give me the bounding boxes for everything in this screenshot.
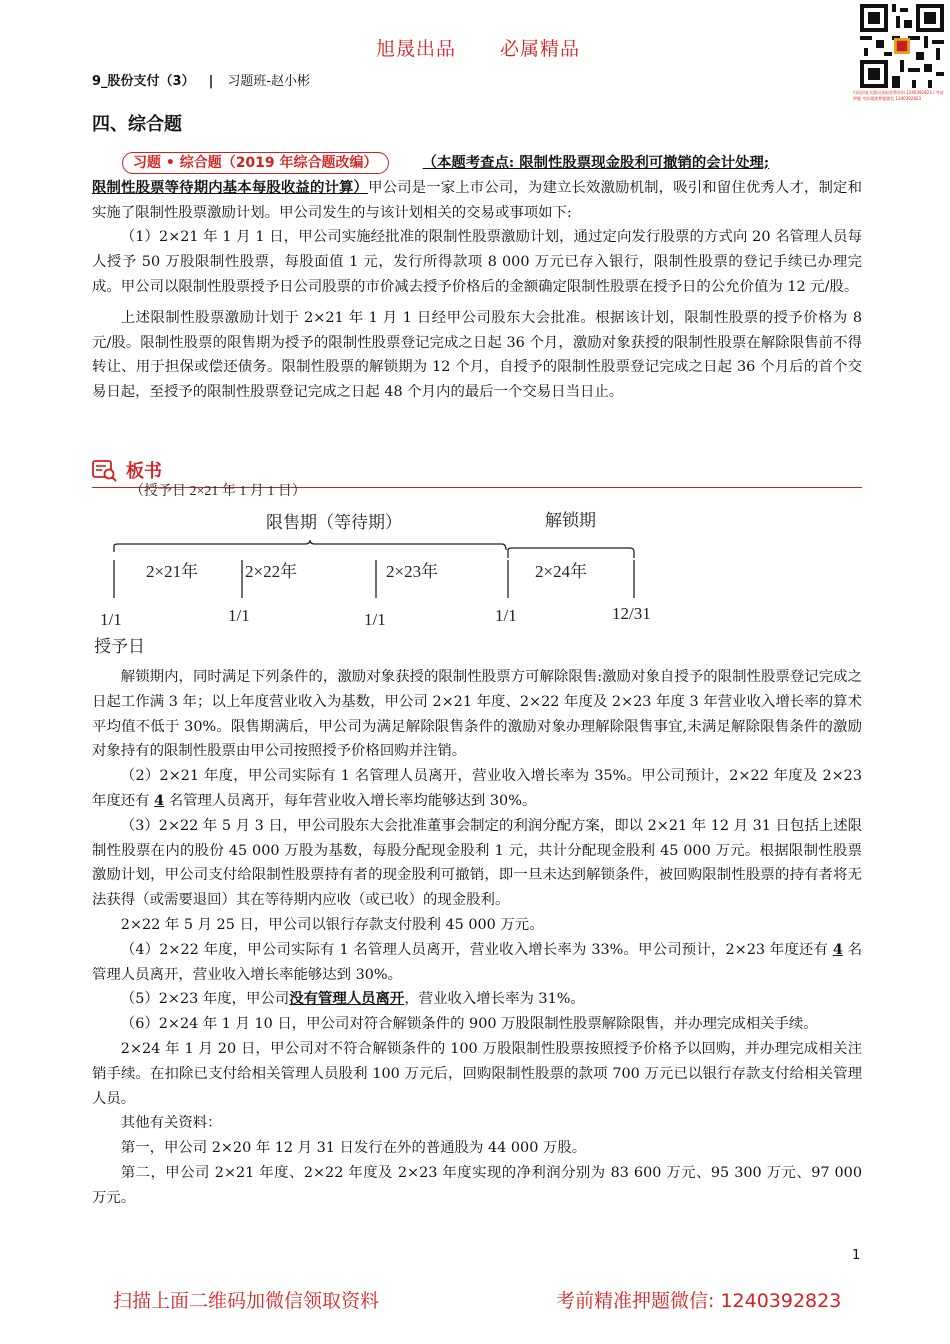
grant-note: （授予日 2×21 年 1 月 1 日） bbox=[130, 484, 306, 499]
paragraph-13: 第二，甲公司 2×21 年度、2×22 年度及 2×23 年度实现的净利润分别为 83 600 万元、95 300 万元、97 000 万元。 bbox=[92, 1164, 862, 1206]
header-separator: | bbox=[208, 74, 214, 89]
year-label: 2×24年 bbox=[535, 562, 588, 581]
date-label: 1/1 bbox=[495, 606, 517, 625]
unlock-bracket bbox=[508, 548, 634, 558]
question-block bbox=[92, 151, 862, 405]
paragraph-10: 2×24 年 1 月 20 日，甲公司对不符合解锁条件的 100 万股限制性股票按照授予价格予以回购，并办理完成相关注销手续。在扣除已支付给相关管理人员股利 100 万元后，回购限制性股票的款项 700 万元已以银行存款支付给相关管理人员。 bbox=[92, 1040, 862, 1107]
year-label: 2×21年 bbox=[146, 562, 199, 581]
p4-text-a: （2）2×21 年度，甲公司实际有 1 名管理人员离开，营业收入增长率为 35%。甲公司预计，2×22 年度及 2×23 年度还有 bbox=[92, 768, 862, 809]
date-label: 1/1 bbox=[364, 610, 386, 629]
unlock-label: 解锁期 bbox=[545, 511, 596, 530]
paragraph-1: （1）2×21 年 1 月 1 日，甲公司实施经批准的限制性股票激励计划，通过定向发行股票的方式向 20 名管理人员每人授予 50 万股限制性股票，每股面值 1 元，发行所得款项 8 000 万元已存入银行，限制性股票的登记手续已办理完成。甲公司以限制性股票授予日公司股票的市价减去授予价格后的金额确定限制性股票在授予日的公允价值为 12 元/股。 bbox=[92, 229, 862, 295]
date-label: 1/1 bbox=[228, 606, 250, 625]
p4-text-c: 名管理人员离开，每年营业收入增长率均能够达到 30%。 bbox=[164, 792, 537, 809]
question-tag: 习题 • 综合题（2019 年综合题改编） bbox=[122, 152, 389, 174]
paragraph-11: 其他有关资料： bbox=[120, 1115, 222, 1132]
p7-count: 4 bbox=[832, 940, 843, 958]
header-course: 习题班-赵小彬 bbox=[227, 74, 311, 89]
top-banner bbox=[376, 34, 624, 61]
p8-emphasis: 没有管理人员离开 bbox=[289, 990, 405, 1008]
p8-text-c: ，营业收入增长率为 31%。 bbox=[404, 991, 585, 1008]
paragraph-2: 上述限制性股票激励计划于 2×21 年 1 月 1 日经甲公司股东大会批准。根据该计划，限制性股票的授予价格为 8 元/股。限制性股票的限售期为授予的限制性股票登记完成之日起 36 个月，激励对象获授的限制性股票在解除限售前不得转让、用于担保或偿还债务。限制性股票的解锁期为 12 个月，自授予的限制性股票登记完成之日起 36 个月后的首个交易日起，至授予的限制性股票登记完成之日起 48 个月内的最后一个交易日当日止。 bbox=[92, 309, 862, 401]
question-intro: 甲公司是一家上市公司，为建立长效激励机制，吸引和留住优秀人才，制定和实施了限制性股票激励计划。甲公司发生的与该计划相关的交易或事项如下: bbox=[92, 179, 862, 221]
footer-right: 考前精准押题微信: 1240392823 bbox=[556, 1290, 842, 1312]
grant-day-label: 授予日 bbox=[94, 637, 145, 656]
qr-caption: 扫码回复关键词获取免费资料 1240392823 / 考前押题 考前精准押题微信 1240392823 bbox=[853, 90, 944, 101]
footer-left: 扫描上面二维码加微信领取资料 bbox=[113, 1290, 380, 1312]
blackboard-label: 板书 bbox=[126, 461, 162, 482]
restrict-label: 限售期（等待期） bbox=[266, 513, 402, 532]
qr-code-image bbox=[860, 4, 944, 88]
year-label: 2×23年 bbox=[386, 562, 439, 581]
section-title: 四、综合题 bbox=[92, 114, 182, 135]
page-number: 1 bbox=[852, 1248, 861, 1263]
date-label: 12/31 bbox=[612, 604, 651, 623]
paragraph-8 bbox=[92, 987, 862, 1012]
doc-header bbox=[92, 70, 310, 89]
p7-text-a: （4）2×22 年度，甲公司实际有 1 名管理人员离开，营业收入增长率为 33%。甲公司预计，2×23 年度还有 bbox=[120, 941, 833, 958]
question-heading bbox=[92, 151, 862, 225]
paragraph-5: （3）2×22 年 5 月 3 日，甲公司股东大会批准董事会制定的利润分配方案，即以 2×21 年 12 月 31 日包括上述限制性股票在内的股份 45 000 万股为基数，每股分配现金股利 1 元，共计分配现金股利 45 000 万元。根据限制性股票激励计划，甲公司支付给限制性股票持有者的现金股利可撤销，即一旦未达到解锁条件，被回购限制性股票的持有者将无法获得（或需要退回）其在等待期内应收（或已收）的现金股利。 bbox=[92, 817, 862, 909]
restrict-bracket bbox=[114, 540, 506, 552]
year-label: 2×22年 bbox=[245, 562, 298, 581]
date-label: 1/1 bbox=[100, 610, 122, 629]
paragraph-12: 第一，甲公司 2×20 年 12 月 31 日发行在外的普通股为 44 000 万股。 bbox=[120, 1140, 587, 1157]
header-section: 9_股份支付（3） bbox=[92, 74, 195, 89]
banner-right: 必属精品 bbox=[500, 38, 581, 60]
focus-line2: 限制性股票等待期内基本每股收益的计算） bbox=[92, 178, 369, 196]
timeline-diagram bbox=[90, 478, 690, 658]
banner-left: 旭晟出品 bbox=[376, 38, 457, 60]
focus-text: : 限制性股票现金股利可撤销的会计处理; bbox=[508, 154, 770, 171]
p8-text-a: （5）2×23 年度，甲公司 bbox=[120, 991, 290, 1008]
paragraph-7 bbox=[92, 938, 862, 988]
focus-label: （本题考查点 bbox=[422, 154, 509, 171]
body-block bbox=[92, 665, 862, 1211]
p4-count: 4 bbox=[154, 791, 165, 809]
paragraph-4 bbox=[92, 764, 862, 814]
paragraph-3: 解锁期内，同时满足下列条件的，激励对象获授的限制性股票方可解除限售:激励对象自授予的限制性股票登记完成之日起工作满 3 年；以上年度营业收入为基数，甲公司 2×21 年度、2×22 年度及 2×23 年度 3 年营业收入增长率的算术平均值不低于 30%。限售期满后，甲公司为满足解除限售条件的激励对象办理解除限售事宜,未满足解除限售条件的激励对象持有的限制性股票由甲公司按照授予价格回购并注销。 bbox=[92, 669, 862, 760]
p7-text-c: 名管理人员离开，营业收入增长率能够达到 30%。 bbox=[92, 941, 863, 983]
paragraph-9: （6）2×24 年 1 月 10 日，甲公司对符合解锁条件的 900 万股限制性股票解除限售，并办理完成相关手续。 bbox=[120, 1016, 818, 1033]
paragraph-6: 2×22 年 5 月 25 日，甲公司以银行存款支付股利 45 000 万元。 bbox=[120, 916, 544, 933]
